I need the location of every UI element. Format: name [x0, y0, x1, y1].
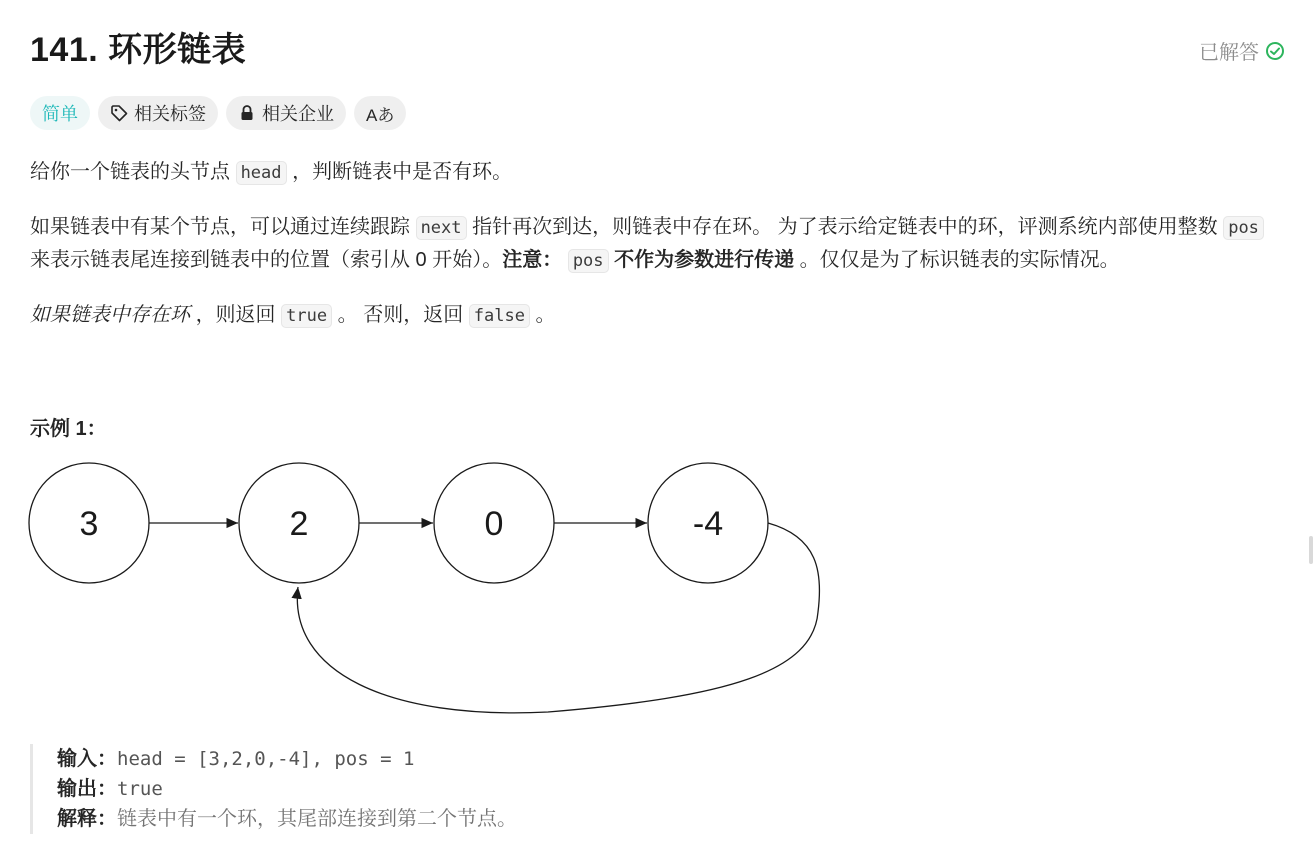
desc-text: 给你一个链表的头节点	[30, 161, 230, 183]
tag-icon	[110, 104, 134, 122]
inline-code: pos	[1223, 216, 1264, 240]
linked-list-diagram	[28, 462, 828, 722]
solved-status[interactable]	[1199, 36, 1285, 65]
desc-text: 。	[535, 304, 556, 326]
description-paragraph-3	[30, 299, 1285, 332]
difficulty-label: 简单	[42, 104, 78, 124]
example-output-row	[57, 774, 517, 804]
desc-text: 来表示链表尾连接到链表中的位置（索引从 0 开始）。	[30, 249, 503, 271]
solved-label: 已解答	[1199, 42, 1259, 64]
node-value: -4	[692, 505, 724, 543]
desc-text: ，判断链表中是否有环。	[292, 161, 513, 183]
problem-header	[30, 28, 1285, 72]
description-paragraph-2	[30, 211, 1285, 277]
problem-title: 141. 环形链表	[30, 31, 247, 69]
bold-text: 不作为参数进行传递	[614, 249, 795, 271]
translate-icon: Aあ	[366, 105, 395, 125]
tag-row	[30, 96, 406, 130]
node-value: 2	[289, 505, 309, 543]
example-title: 示例 1：	[30, 418, 107, 440]
inline-code: false	[469, 304, 530, 328]
check-circle-icon	[1265, 41, 1285, 61]
inline-code: head	[236, 161, 287, 185]
desc-text: 。仅仅是为了标识链表的实际情况。	[799, 249, 1120, 271]
description-paragraph-1	[30, 156, 1285, 189]
related-topics-button[interactable]	[98, 96, 218, 130]
desc-text: 指针再次到达，则链表中存在环。 为了表示给定链表中的环，评测系统内部使用整数	[472, 216, 1218, 238]
example-input-row	[57, 744, 517, 774]
output-label: 输出：	[57, 778, 117, 800]
italic-text: 如果链表中存在环	[30, 304, 190, 326]
example-io-block	[30, 744, 517, 834]
desc-text: ，则返回	[195, 304, 276, 326]
example-explain-row	[57, 804, 517, 834]
explain-value: 链表中有一个环，其尾部连接到第二个节点。	[117, 808, 517, 830]
note-label: 注意：	[502, 249, 563, 271]
input-label: 输入：	[57, 748, 117, 770]
node-value: 3	[79, 505, 99, 543]
input-value: head = [3,2,0,-4], pos = 1	[117, 748, 415, 770]
scrollbar-handle[interactable]	[1309, 536, 1313, 564]
inline-code: next	[416, 216, 467, 240]
difficulty-badge[interactable]	[30, 96, 90, 130]
explain-label: 解释：	[57, 808, 117, 830]
related-companies-button[interactable]	[226, 96, 346, 130]
output-value: true	[117, 778, 163, 800]
related-companies-label: 相关企业	[262, 104, 334, 124]
desc-text: 。 否则，返回	[337, 304, 464, 326]
translate-button[interactable]	[354, 96, 406, 130]
desc-text: 如果链表中有某个节点，可以通过连续跟踪	[30, 216, 410, 238]
lock-icon	[238, 104, 262, 122]
inline-code: pos	[568, 249, 609, 273]
node-value: 0	[484, 505, 504, 543]
related-topics-label: 相关标签	[134, 104, 206, 124]
inline-code: true	[281, 304, 332, 328]
